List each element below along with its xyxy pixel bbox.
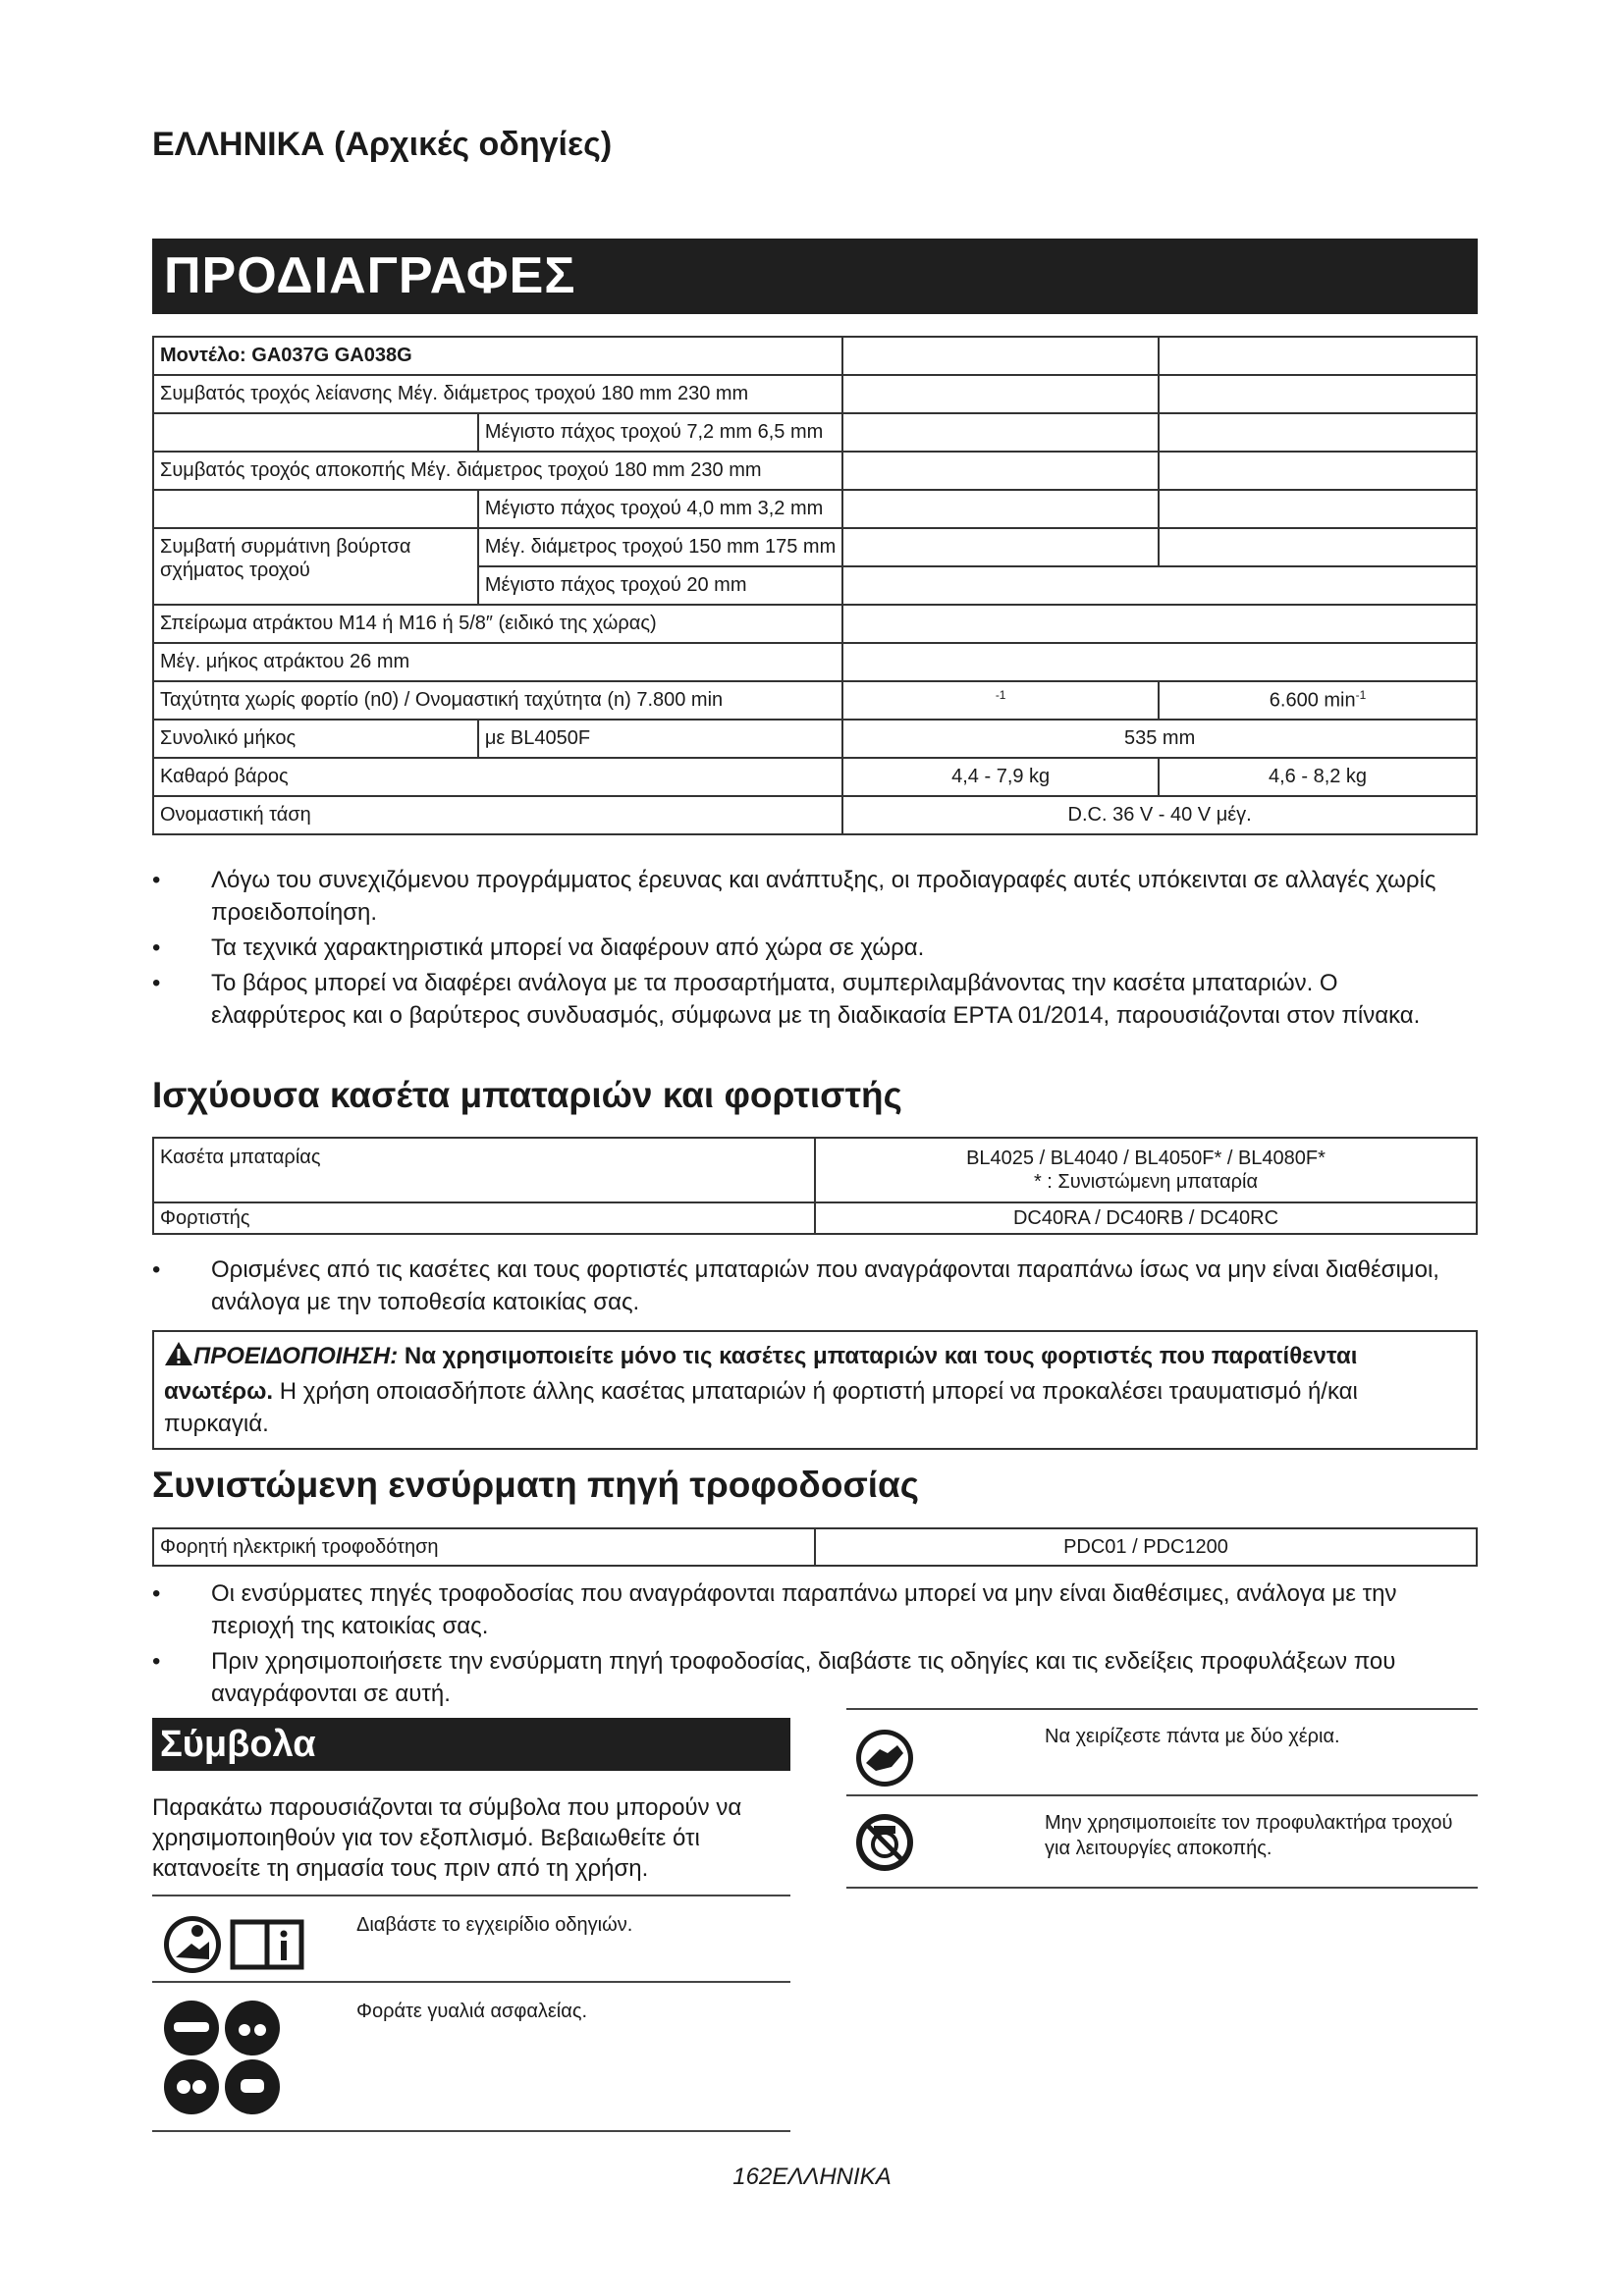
weight-value-2-cell: 4,6 - 8,2 kg <box>1159 758 1477 796</box>
wire-brush-label-cell: Συμβατή συρμάτινη βούρτσα σχήματος τροχού <box>153 528 478 605</box>
battery-cartridge-value: BL4025 / BL4040 / BL4050F* / BL4080F* * : Συνιστώμενη μπαταρία <box>815 1138 1477 1202</box>
specifications-table <box>152 336 1478 835</box>
weight-value-1-cell: 4,4 - 7,9 kg <box>842 758 1159 796</box>
wire-brush-diameter-cell: Μέγ. διάμετρος τροχού 150 mm 175 mm <box>478 528 842 566</box>
battery-heading: Ισχύουσα κασέτα μπαταριών και φορτιστής <box>152 1075 902 1115</box>
symbol-text: Να χειρίζεστε πάντα με δύο χέρια. <box>1045 1726 1340 1747</box>
charger-label: Φορτιστής <box>153 1202 815 1234</box>
warning-heading: ΠΡΟΕΙΔΟΠΟΙΗΣΗ: <box>193 1343 399 1369</box>
charger-value: DC40RA / DC40RB / DC40RC <box>815 1202 1477 1234</box>
symbol-row <box>152 1981 790 2132</box>
length-label-cell: Συνολικό μήκος <box>153 720 478 758</box>
spec-notes-list <box>152 864 1478 1035</box>
list-item: • Τα τεχνικά χαρακτηριστικά μπορεί να διαφέρουν από χώρα σε χώρα. <box>152 934 925 961</box>
table-row <box>153 413 1477 452</box>
power-supply-heading: Συνιστώμενη ενσύρματη πηγή τροφοδοσίας <box>152 1465 920 1505</box>
warning-text: Η χρήση οποιασδήποτε άλλης κασέτας μπαταριών ή φορτιστή μπορεί να προκαλέσει τραυματισμό ή/και πυρκαγιά. <box>164 1378 1358 1437</box>
warning-box <box>152 1330 1478 1450</box>
symbol-row <box>152 1895 790 1983</box>
symbols-banner: Σύμβολα <box>152 1718 790 1771</box>
table-row <box>153 681 1477 720</box>
list-item: • Ορισμένες από τις κασέτες και τους φορτιστές μπαταριών που αναγράφονται παραπάνω ίσως να μην είναι διαθέσιμοι, ανάλογα με την τοποθεσία κατοικίας σας. <box>152 1256 1439 1315</box>
length-value-cell: 535 mm <box>842 720 1477 758</box>
symbol-text: Μην χρησιμοποιείτε τον προφυλακτήρα τροχού για λειτουργίες αποκοπής. <box>1045 1812 1453 1859</box>
table-row <box>153 1138 1477 1202</box>
page-footer: 162ΕΛΛΗΝΙΚΑ <box>732 2163 892 2190</box>
grinding-wheel-diameter-cell: Συμβατός τροχός λείανσης Μέγ. διάμετρος τροχού 180 mm 230 mm <box>153 375 842 413</box>
power-supply-notes-list <box>152 1577 1478 1713</box>
table-row <box>153 337 1477 375</box>
speed-value-2-cell: 6.600 $\min^{-1}$ <box>1159 681 1477 720</box>
two-hands-icon <box>854 1728 915 1793</box>
cutoff-wheel-diameter-cell: Συμβατός τροχός αποκοπής Μέγ. διάμετρος τροχού 180 mm 230 mm <box>153 452 842 490</box>
list-item: • Το βάρος μπορεί να διαφέρει ανάλογα με τα προσαρτήματα, συμπεριλαμβάνοντας την κασέτα μπαταριών. Ο ελαφρύτερος και ο βαρύτερος συνδυασμός, σύμφωνα με τη διαδικασία EPTA 01/2014, παρουσιάζονται στον πίνακα. <box>152 970 1421 1029</box>
power-supply-label: Φορητή ηλεκτρική τροφοδότηση <box>153 1528 815 1566</box>
power-supply-value: PDC01 / PDC1200 <box>815 1528 1477 1566</box>
battery-notes-list <box>152 1254 1478 1321</box>
table-row <box>153 796 1477 834</box>
battery-cartridge-label: Κασέτα μπαταρίας <box>153 1138 815 1202</box>
safety-glasses-icon <box>162 1999 290 2121</box>
power-supply-table <box>152 1527 1478 1567</box>
weight-label-cell: Καθαρό βάρος <box>153 758 842 796</box>
speed-value-1-cell: -1 <box>842 681 1159 720</box>
speed-label-cell: Ταχύτητα χωρίς φορτίο (n0) / Ονομαστική ταχύτητα (n) 7.800 min <box>153 681 842 720</box>
list-item: • Οι ενσύρματες πηγές τροφοδοσίας που αναγράφονται παραπάνω μπορεί να μην είναι διαθέσιμες, ανάλογα με την περιοχή της κατοικίας σας. <box>152 1580 1397 1639</box>
spindle-thread-cell: Σπείρωμα ατράκτου M14 ή M16 ή 5/8″ (ειδικό της χώρας) <box>153 605 842 643</box>
no-guard-cutting-icon <box>854 1812 915 1878</box>
grinding-wheel-thickness-cell: Μέγιστο πάχος τροχού 7,2 mm 6,5 mm <box>478 413 842 452</box>
table-row <box>153 605 1477 643</box>
table-row <box>153 528 1477 566</box>
table-row <box>153 1202 1477 1234</box>
spindle-length-cell: Μέγ. μήκος ατράκτου 26 mm <box>153 643 842 681</box>
warning-bold-text: Να χρησιμοποιείτε μόνο τις κασέτες μπαταριών και τους φορτιστές που παρατίθενται ανωτέρω. <box>164 1343 1358 1405</box>
symbol-row <box>846 1708 1478 1796</box>
wire-brush-thickness-cell: Μέγιστο πάχος τροχού 20 mm <box>478 566 842 605</box>
table-row <box>153 643 1477 681</box>
table-row <box>153 1528 1477 1566</box>
table-row <box>153 375 1477 413</box>
symbol-text: Διαβάστε το εγχειρίδιο οδηγιών. <box>356 1914 633 1936</box>
list-item: • Λόγω του συνεχιζόμενου προγράμματος έρευνας και ανάπτυξης, οι προδιαγραφές αυτές υπόκεινται σε αλλαγές χωρίς προειδοποίηση. <box>152 867 1436 926</box>
specifications-banner: ΠΡΟΔΙΑΓΡΑΦΕΣ <box>152 239 1478 314</box>
table-row <box>153 758 1477 796</box>
read-manual-icon <box>162 1914 309 1980</box>
model-cell: Μοντέλο: GA037G GA038G <box>153 337 842 375</box>
voltage-label-cell: Ονομαστική τάση <box>153 796 842 834</box>
table-row <box>153 490 1477 528</box>
warning-icon <box>164 1341 193 1375</box>
symbol-row <box>846 1794 1478 1889</box>
language-title: ΕΛΛΗΝΙΚΑ (Αρχικές οδηγίες) <box>152 126 613 163</box>
table-row <box>153 452 1477 490</box>
voltage-value-cell: D.C. 36 V - 40 V μέγ. <box>842 796 1477 834</box>
cutoff-wheel-thickness-cell: Μέγιστο πάχος τροχού 4,0 mm 3,2 mm <box>478 490 842 528</box>
symbols-intro: Παρακάτω παρουσιάζονται τα σύμβολα που μπορούν να χρησιμοποιηθούν για τον εξοπλισμό. Βεβαιωθείτε ότι κατανοείτε τη σημασία τους πριν από τη χρήση. <box>152 1794 742 1882</box>
battery-table <box>152 1137 1478 1235</box>
list-item: • Πριν χρησιμοποιήσετε την ενσύρματη πηγή τροφοδοσίας, διαβάστε τις οδηγίες και τις ενδείξεις προφυλάξεων που αναγράφονται σε αυτή. <box>152 1648 1396 1707</box>
length-condition-cell: με BL4050F <box>478 720 842 758</box>
symbol-text: Φοράτε γυαλιά ασφαλείας. <box>356 2001 588 2022</box>
table-row <box>153 720 1477 758</box>
